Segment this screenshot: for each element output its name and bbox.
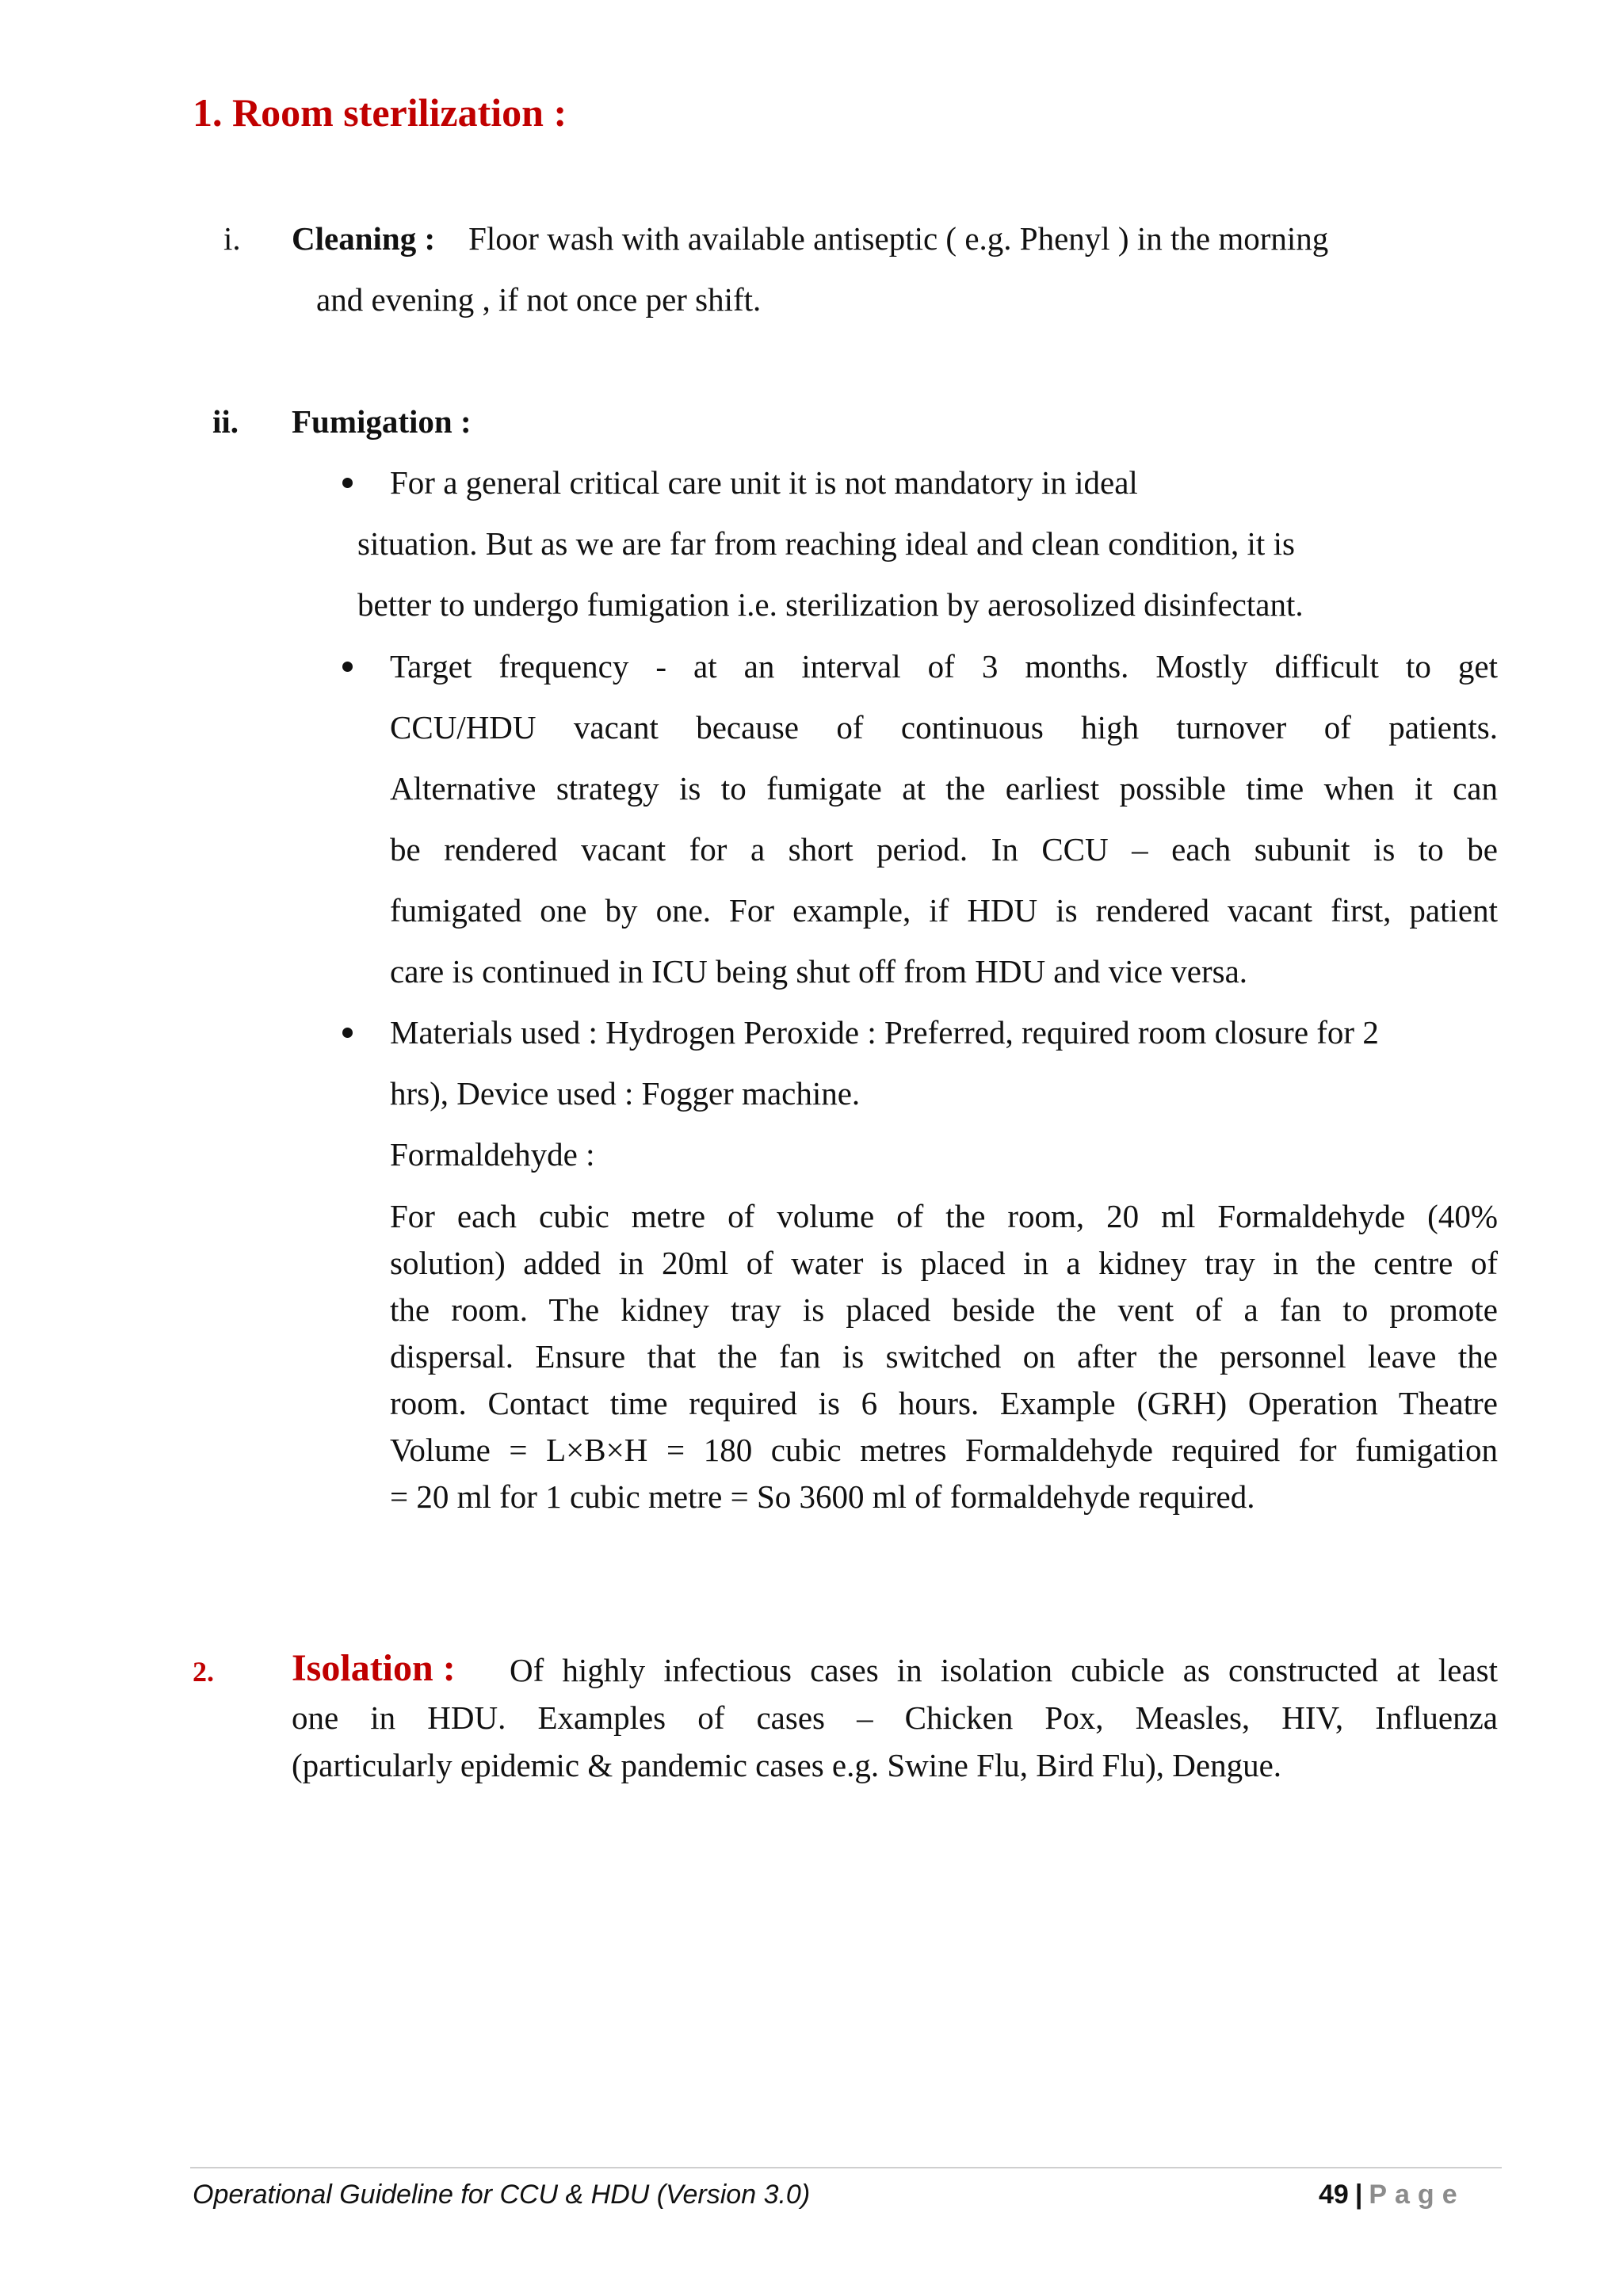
bullet-2-line: CCU/HDU vacant because of continuous high turnover of patients. (390, 709, 1498, 746)
formaldehyde-line: the room. The kidney tray is placed beside the vent of a fan to promote (390, 1291, 1498, 1328)
isolation-line: Of highly infectious cases in isolation cubicle as constructed at least (510, 1652, 1498, 1688)
formaldehyde-line: dispersal. Ensure that the fan is switched on after the personnel leave the (390, 1338, 1498, 1375)
page-separator: | (1354, 2180, 1363, 2210)
page-word: Page (1369, 2180, 1465, 2210)
isolation-paragraph (292, 1646, 1498, 1789)
footer-page-indicator (1319, 2176, 1465, 2214)
bullet-1-line-1: For a general critical care unit it is not mandatory in ideal (390, 464, 1138, 501)
bullet-2-line: fumigated one by one. For example, if HDU is rendered vacant first, patient (390, 892, 1498, 929)
formaldehyde-line: For each cubic metre of volume of the room, 20 ml Formaldehyde (40% (390, 1198, 1498, 1234)
bullet-1-dot (342, 478, 353, 488)
bullet-2-line: care is continued in ICU being shut off from HDU and vice versa. (390, 953, 1248, 990)
bullet-2-line: Target frequency - at an interval of 3 months. Mostly difficult to get (390, 648, 1498, 685)
bullet-2-line: Alternative strategy is to fumigate at the earliest possible time when it can (390, 770, 1498, 807)
formaldehyde-line: = 20 ml for 1 cubic metre = So 3600 ml of formaldehyde required. (390, 1478, 1255, 1515)
cleaning-line-1 (292, 208, 1328, 269)
formaldehyde-line: Volume = L×B×H = 180 cubic metres Formaldehyde required for fumigation (390, 1432, 1498, 1468)
isolation-line: one in HDU. Examples of cases – Chicken Pox, Measles, HIV, Influenza (292, 1699, 1498, 1736)
bullet-2-paragraph (390, 636, 1498, 1002)
item-numeral-i: i. (223, 220, 241, 257)
fumigation-label: Fumigation : (292, 403, 472, 440)
item-numeral-ii: ii. (212, 403, 239, 440)
page-number: 49 (1319, 2180, 1349, 2210)
formaldehyde-line: room. Contact time required is 6 hours. Example (GRH) Operation Theatre (390, 1385, 1498, 1421)
bullet-3-line-2: hrs), Device used : Fogger machine. (390, 1075, 861, 1112)
bullet-2-dot (342, 662, 353, 672)
section-2-number: 2. (193, 1656, 214, 1688)
bullet-1-line-3: better to undergo fumigation i.e. sterilization by aerosolized disinfectant. (357, 586, 1304, 623)
bullet-3-line-1: Materials used : Hydrogen Peroxide : Preferred, required room closure for 2 (390, 1014, 1379, 1051)
bullet-1-line-2: situation. But as we are far from reaching ideal and clean condition, it is (357, 525, 1295, 562)
footer-document-title: Operational Guideline for CCU & HDU (Version 3.0) (193, 2180, 811, 2210)
cleaning-line-2: and evening , if not once per shift. (316, 281, 762, 318)
isolation-line: (particularly epidemic & pandemic cases e.g. Swine Flu, Bird Flu), Dengue. (292, 1747, 1282, 1783)
formaldehyde-paragraph (390, 1193, 1498, 1520)
bullet-2-line: be rendered vacant for a short period. In CCU – each subunit is to be (390, 831, 1498, 868)
cleaning-label: Cleaning : (292, 220, 436, 257)
section-heading-room-sterilization: 1. Room sterilization : (193, 90, 567, 135)
isolation-heading: Isolation : (292, 1647, 456, 1689)
cleaning-text: Floor wash with available antiseptic ( e.g. Phenyl ) in the morning (468, 220, 1329, 257)
bullet-3-dot (342, 1028, 353, 1038)
formaldehyde-line: solution) added in 20ml of water is placed in a kidney tray in the centre of (390, 1245, 1498, 1281)
formaldehyde-label: Formaldehyde : (390, 1136, 595, 1173)
footer-divider (190, 2167, 1502, 2168)
